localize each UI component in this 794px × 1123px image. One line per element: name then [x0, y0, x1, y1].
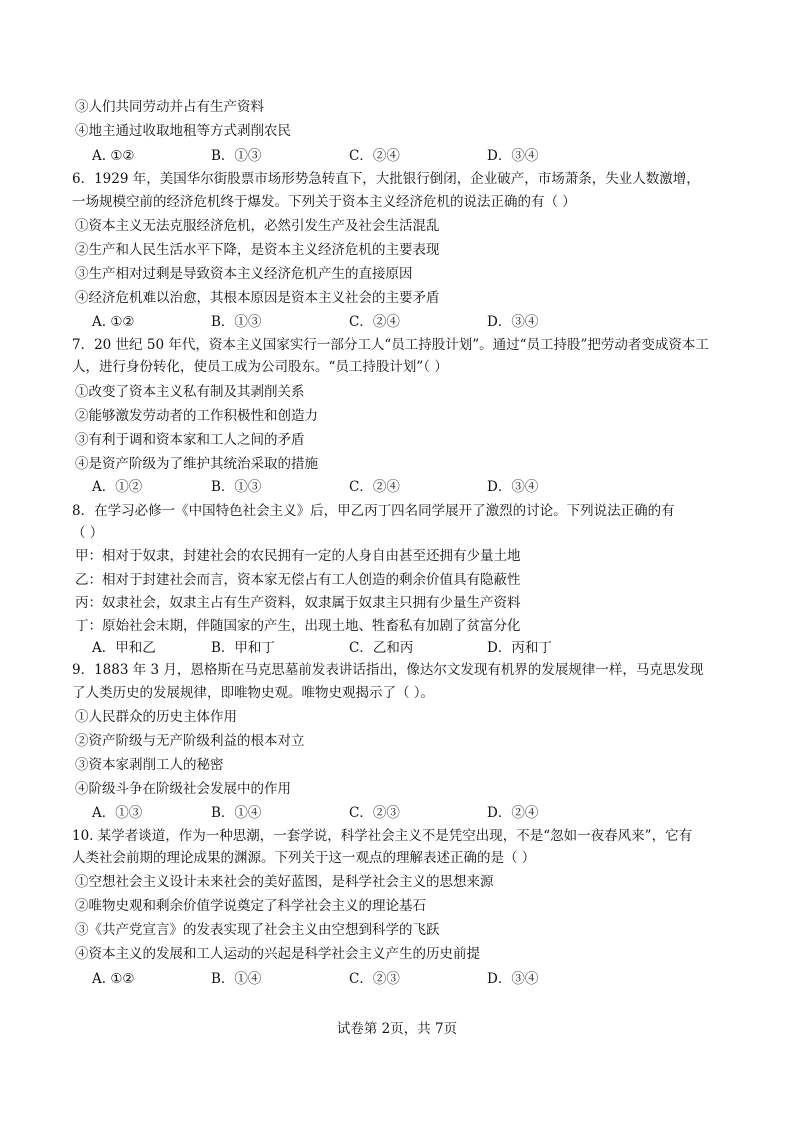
q9-option-c: C．②③	[349, 805, 400, 821]
q7-statement-4: ④是资产阶级为了维护其统治采取的措施	[75, 456, 318, 472]
q10-option-b: B．①④	[211, 971, 262, 987]
q10-statement-4: ④资本主义的发展和工人运动的兴起是科学社会主义产生的历史前提	[75, 946, 480, 962]
q8-options	[92, 638, 712, 658]
q6-statement-4: ④经济危机难以治愈，其根本原因是资本主义社会的主要矛盾	[75, 290, 440, 306]
q5-statement-4: ④地主通过收取地租等方式剥削农民	[75, 123, 291, 139]
q6-statement-1: ①资本主义无法克服经济危机，必然引发生产及社会生活混乱	[75, 218, 440, 234]
q8-option-b: B．甲和丁	[211, 640, 275, 656]
q7-statement-2: ②能够激发劳动者的工作积极性和创造力	[75, 408, 318, 424]
q10-statement-3: ③《共产党宣言》的发表实现了社会主义由空想到科学的飞跃	[75, 922, 440, 938]
q7-statement-1: ①改变了资本主义私有制及其剥削关系	[75, 384, 305, 400]
q6-options	[92, 312, 712, 332]
q6-option-a: A. ①②	[92, 314, 135, 330]
q8-stem: 8．在学习必修一《中国特色社会主义》后，甲乙丙丁四名同学展开了激烈的讨论。下列说法正确的有	[72, 503, 675, 519]
q9-statement-1: ①人民群众的历史主体作用	[75, 709, 237, 725]
q9-options	[92, 803, 712, 823]
q10-stem-cont: 人类社会前期的理论成果的渊源。下列关于这一观点的理解表述正确的是（ ）	[72, 850, 536, 866]
q8-option-d: D．丙和丁	[487, 640, 552, 656]
q5-option-a: A. ①②	[92, 148, 135, 164]
page-footer: 试卷第 2页，共 7页	[336, 1021, 458, 1037]
q9-stem-cont: 了人类历史的发展规律，即唯物史观。唯物史观揭示了（ ）。	[72, 685, 435, 701]
q7-stem: 7．20 世纪 50 年代，资本主义国家实行一部分工人“员工持股计划”。通过“员工持股”把劳动者变成资本工	[72, 337, 709, 353]
q8-statement-yi: 乙：相对于封建社会而言，资本家无偿占有工人创造的剩余价值具有隐蔽性	[75, 572, 521, 588]
q7-option-b: B．①③	[211, 479, 262, 495]
q6-option-c: C．②④	[349, 314, 400, 330]
q7-option-d: D．③④	[487, 479, 539, 495]
q6-option-b: B．①③	[211, 314, 262, 330]
q10-statement-2: ②唯物史观和剩余价值学说奠定了科学社会主义的理论基石	[75, 898, 426, 914]
q10-option-d: D．③④	[487, 971, 539, 987]
q9-stem: 9．1883 年 3 月，恩格斯在马克思墓前发表讲话指出，像达尔文发现有机界的发展规律一样，马克思发现	[72, 662, 704, 678]
q6-stem-cont: 一场规模空前的经济危机终于爆发。下列关于资本主义经济危机的说法正确的有（ ）	[72, 194, 576, 210]
q10-options	[92, 969, 712, 989]
q10-option-a: A. ①②	[92, 971, 135, 987]
q9-statement-2: ②资产阶级与无产阶级利益的根本对立	[75, 733, 305, 749]
q7-options	[92, 477, 712, 497]
q10-statement-1: ①空想社会主义设计未来社会的美好蓝图，是科学社会主义的思想来源	[75, 874, 494, 890]
q9-option-b: B．①④	[211, 805, 262, 821]
q5-statement-3: ③人们共同劳动并占有生产资料	[75, 99, 264, 115]
q9-statement-3: ③资本家剥削工人的秘密	[75, 757, 224, 773]
q5-option-c: C．②④	[349, 148, 400, 164]
q10-stem: 10. 某学者谈道，作为一种思潮，一套学说，科学社会主义不是凭空出现，不是“忽如一夜春风来”，它有	[72, 828, 693, 844]
q6-statement-2: ②生产和人民生活水平下降，是资本主义经济危机的主要表现	[75, 242, 440, 258]
q5-option-d: D．③④	[487, 148, 539, 164]
q10-option-c: C．②③	[349, 971, 400, 987]
q9-option-a: A．①③	[92, 805, 143, 821]
q8-statement-bing: 丙：奴隶社会，奴隶主占有生产资料，奴隶属于奴隶主只拥有少量生产资料	[75, 595, 521, 611]
q9-statement-4: ④阶级斗争在阶级社会发展中的作用	[75, 781, 291, 797]
q8-option-a: A．甲和乙	[92, 640, 156, 656]
q8-statement-jia: 甲：相对于奴隶，封建社会的农民拥有一定的人身自由甚至还拥有少量土地	[75, 548, 521, 564]
q8-stem-cont: （ ）	[72, 525, 104, 541]
q5-option-b: B．①③	[211, 148, 262, 164]
q8-option-c: C．乙和丙	[349, 640, 414, 656]
q7-option-a: A．①②	[92, 479, 143, 495]
q5-options	[92, 146, 712, 166]
q7-option-c: C．②④	[349, 479, 400, 495]
q8-statement-ding: 丁：原始社会末期，伴随国家的产生，出现土地、牲畜私有加剧了贫富分化	[75, 618, 521, 634]
q7-stem-cont: 人，进行身份转化，使员工成为公司股东。“员工持股计划”（ ）	[72, 359, 448, 375]
q6-statement-3: ③生产相对过剩是导致资本主义经济危机产生的直接原因	[75, 266, 413, 282]
q6-option-d: D．③④	[487, 314, 539, 330]
q7-statement-3: ③有利于调和资本家和工人之间的矛盾	[75, 432, 305, 448]
q6-stem: 6．1929 年，美国华尔街股票市场形势急转直下，大批银行倒闭，企业破产，市场萧条，失业人数激增，	[72, 171, 700, 187]
q9-option-d: D．②④	[487, 805, 539, 821]
